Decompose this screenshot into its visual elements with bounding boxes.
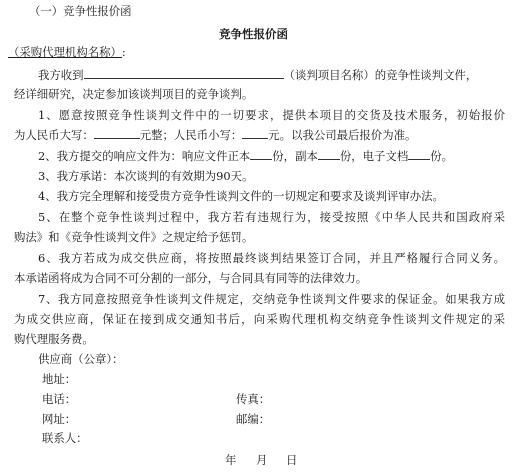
section-heading: （一）竞争性报价函 xyxy=(29,4,132,18)
duplicate-copies-blank xyxy=(318,148,340,160)
item-6-line-1: 6、我方若成为成交供应商，将按照最终谈判结果签订合同，并且严格履行合同义务。 xyxy=(38,251,505,265)
item-5-line-2: 购法》和《竞争性谈判文件》之规定给予惩罚。 xyxy=(14,230,254,244)
item-2-text-2: 份，副本 xyxy=(272,149,318,163)
addressee: （采购代理机构名称） xyxy=(8,45,122,59)
item-7-line-1: 7、我方同意按照竞争性谈判文件规定，交纳竞争性谈判文件要求的保证金。如果我方成 xyxy=(38,292,505,306)
date-month: 月 xyxy=(256,453,268,467)
project-name-hint: （谈判项目名称） xyxy=(283,68,375,82)
postcode-label: 邮编： xyxy=(236,412,271,426)
item-4: 4、我方完全理解和接受贵方竞争性谈判文件的一切规定和要求及谈判评审办法。 xyxy=(38,189,444,203)
item-7-line-2: 为成交供应商，保证在接到成交通知书后，向采购代理机构交纳竞争性谈判文件规定的采 xyxy=(14,312,505,326)
intro-prefix: 我方收到 xyxy=(38,68,84,82)
intro-line-2: 经详细研究，决定参加该谈判项目的竞争谈判。 xyxy=(14,87,254,101)
supplier-seal-label: 供应商（公章）： xyxy=(38,352,124,366)
electronic-copies-blank xyxy=(408,148,430,160)
intro-line-1 xyxy=(38,67,477,83)
item-3: 3、我方承诺：本次谈判的有效期为90天。 xyxy=(38,169,254,183)
website-label: 网址： xyxy=(42,412,77,426)
item-2 xyxy=(38,148,453,164)
intro-suffix: 的竞争性谈判文件， xyxy=(374,68,478,82)
date-day: 日 xyxy=(286,453,298,467)
price-small-blank xyxy=(242,127,268,139)
phone-label: 电话： xyxy=(42,392,77,406)
item-2-text-1: 2、我方提交的响应文件为：响应文件正本 xyxy=(38,149,251,163)
address-label: 地址： xyxy=(42,372,77,386)
fax-label: 传真： xyxy=(236,392,271,406)
item-1-line-1: 1、愿意按照竞争性谈判文件中的一切要求，提供本项目的交货及技术服务，初始报价 xyxy=(38,108,505,122)
price-final-note: 元。以我公司最后报价为准。 xyxy=(268,128,417,142)
original-copies-blank xyxy=(250,148,272,160)
project-name-blank xyxy=(84,67,284,79)
contact-label: 联系人： xyxy=(42,431,88,445)
item-2-text-3: 份，电子文档 xyxy=(339,149,409,163)
document-title: 竞争性报价函 xyxy=(219,27,288,41)
addressee-suffix: : xyxy=(121,45,126,59)
price-capital-blank xyxy=(94,127,140,139)
item-2-text-4: 份。 xyxy=(430,149,454,163)
price-capital-label: 为人民币大写： xyxy=(14,128,94,142)
item-7-line-3: 购代理服务费。 xyxy=(14,332,94,346)
price-small-label: 元整；人民币小写： xyxy=(139,128,243,142)
item-6-line-2: 本承诺函将成为合同不可分割的一部分，与合同具有同等的法律效力。 xyxy=(14,271,368,285)
addressee-line xyxy=(8,45,126,60)
item-1-line-2 xyxy=(14,127,416,143)
item-5-line-1: 5、在整个竞争性谈判过程中，我方若有违规行为，接受按照《中华人民共和国政府采 xyxy=(38,210,505,224)
date-year: 年 xyxy=(225,453,237,467)
